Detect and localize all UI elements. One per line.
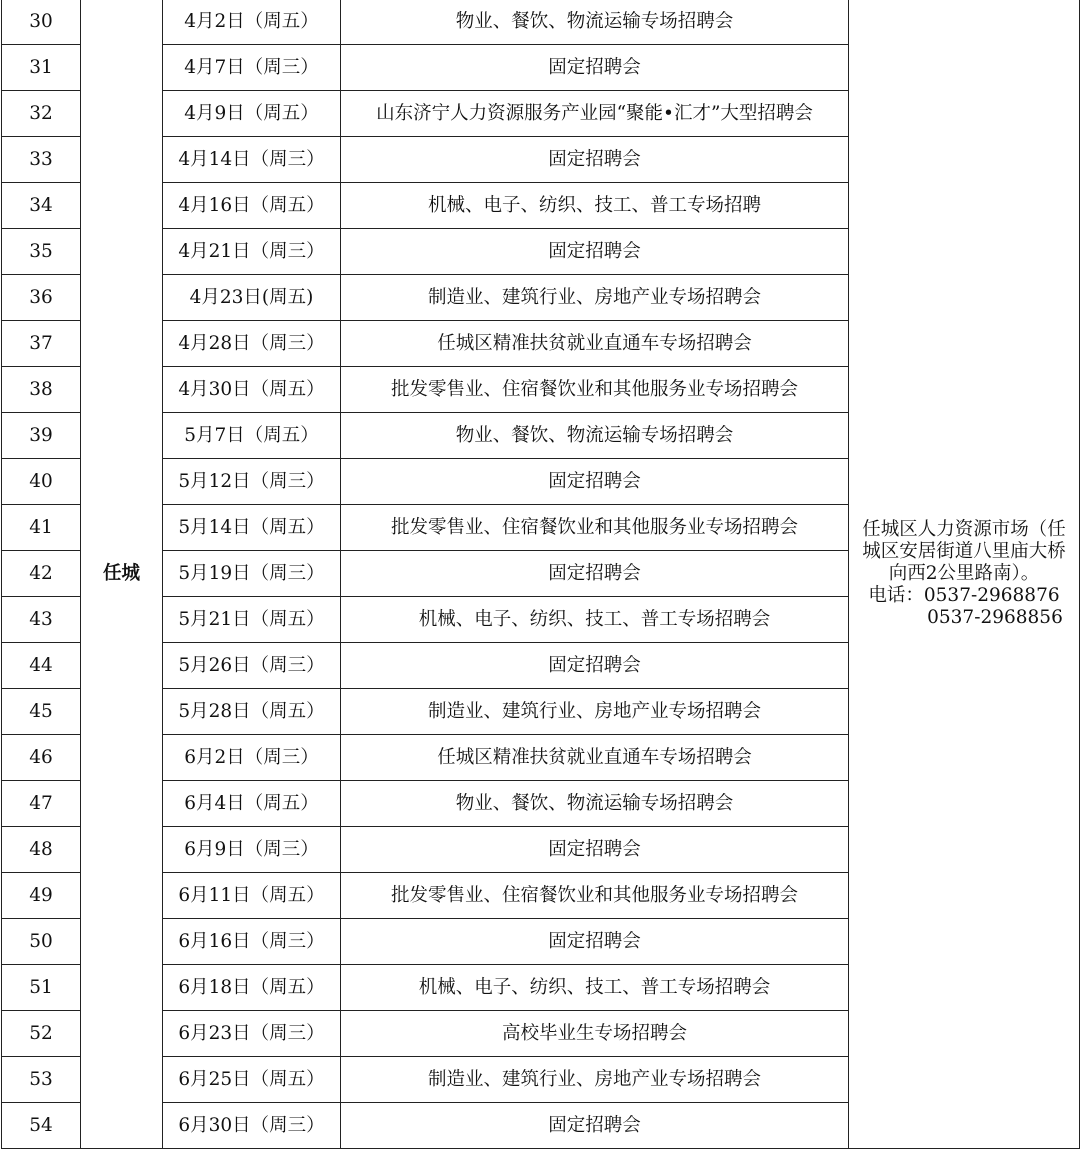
fair-date: 4月14日（周三）: [163, 137, 341, 183]
fair-date: 6月25日（周五）: [163, 1057, 341, 1103]
fair-name: 固定招聘会: [341, 229, 849, 275]
row-number: 41: [2, 505, 81, 551]
fair-date: 5月12日（周三）: [163, 459, 341, 505]
fair-date: 6月9日（周三）: [163, 827, 341, 873]
table-row: [2, 0, 1080, 45]
row-number: 33: [2, 137, 81, 183]
fair-date: 4月23日(周五): [163, 275, 341, 321]
job-fair-schedule-table: [1, 0, 1080, 1149]
schedule-body: [2, 0, 1080, 1149]
fair-date: 6月4日（周五）: [163, 781, 341, 827]
row-number: 39: [2, 413, 81, 459]
fair-date: 5月26日（周三）: [163, 643, 341, 689]
fair-name: 机械、电子、纺织、技工、普工专场招聘会: [341, 965, 849, 1011]
fair-date: 4月28日（周三）: [163, 321, 341, 367]
fair-date: 5月14日（周五）: [163, 505, 341, 551]
row-number: 52: [2, 1011, 81, 1057]
fair-date: 4月2日（周五）: [163, 0, 341, 45]
fair-date: 5月28日（周五）: [163, 689, 341, 735]
row-number: 53: [2, 1057, 81, 1103]
fair-date: 6月11日（周五）: [163, 873, 341, 919]
fair-name: 批发零售业、住宿餐饮业和其他服务业专场招聘会: [341, 873, 849, 919]
location-cell: [849, 0, 1080, 1149]
fair-name: 物业、餐饮、物流运输专场招聘会: [341, 413, 849, 459]
row-number: 30: [2, 0, 81, 45]
fair-date: 4月7日（周三）: [163, 45, 341, 91]
fair-date: 6月2日（周三）: [163, 735, 341, 781]
fair-name: 制造业、建筑行业、房地产业专场招聘会: [341, 1057, 849, 1103]
row-number: 43: [2, 597, 81, 643]
fair-name: 物业、餐饮、物流运输专场招聘会: [341, 781, 849, 827]
fair-name: 固定招聘会: [341, 45, 849, 91]
row-number: 44: [2, 643, 81, 689]
row-number: 48: [2, 827, 81, 873]
fair-name: 固定招聘会: [341, 551, 849, 597]
row-number: 31: [2, 45, 81, 91]
row-number: 40: [2, 459, 81, 505]
fair-name: 固定招聘会: [341, 1103, 849, 1149]
fair-date: 5月21日（周五）: [163, 597, 341, 643]
row-number: 36: [2, 275, 81, 321]
location-line: 向西2公里路南）。: [888, 562, 1040, 584]
fair-date: 4月9日（周五）: [163, 91, 341, 137]
fair-date: 6月16日（周三）: [163, 919, 341, 965]
row-number: 51: [2, 965, 81, 1011]
fair-name: 制造业、建筑行业、房地产业专场招聘会: [341, 689, 849, 735]
fair-date: 5月7日（周五）: [163, 413, 341, 459]
fair-name: 固定招聘会: [341, 459, 849, 505]
fair-date: 5月19日（周三）: [163, 551, 341, 597]
fair-date: 6月18日（周五）: [163, 965, 341, 1011]
row-number: 45: [2, 689, 81, 735]
location-line: 任城区人力资源市场（任: [862, 518, 1066, 540]
fair-date: 6月23日（周三）: [163, 1011, 341, 1057]
row-number: 50: [2, 919, 81, 965]
fair-name: 固定招聘会: [341, 137, 849, 183]
fair-name: 制造业、建筑行业、房地产业专场招聘会: [341, 275, 849, 321]
fair-name: 固定招聘会: [341, 827, 849, 873]
location-line: 城区安居街道八里庙大桥: [862, 540, 1066, 562]
fair-name: 任城区精准扶贫就业直通车专场招聘会: [341, 321, 849, 367]
row-number: 32: [2, 91, 81, 137]
fair-name: 固定招聘会: [341, 643, 849, 689]
phone-label: 电话：: [868, 584, 924, 606]
row-number: 34: [2, 183, 81, 229]
fair-name: 高校毕业生专场招聘会: [341, 1011, 849, 1057]
fair-name: 批发零售业、住宿餐饮业和其他服务业专场招聘会: [341, 505, 849, 551]
district-cell: 任城: [81, 0, 163, 1149]
fair-name: 固定招聘会: [341, 919, 849, 965]
row-number: 37: [2, 321, 81, 367]
phone-number-1: 0537-2968876: [923, 584, 1060, 606]
fair-name: 批发零售业、住宿餐饮业和其他服务业专场招聘会: [341, 367, 849, 413]
fair-date: 6月30日（周三）: [163, 1103, 341, 1149]
phone-number-2: 0537-2968856: [927, 606, 1063, 628]
fair-name: 机械、电子、纺织、技工、普工专场招聘会: [341, 597, 849, 643]
row-number: 47: [2, 781, 81, 827]
fair-date: 4月16日（周五）: [163, 183, 341, 229]
fair-date: 4月21日（周三）: [163, 229, 341, 275]
fair-name: 物业、餐饮、物流运输专场招聘会: [341, 0, 849, 45]
phone-line: [849, 585, 1079, 607]
row-number: 46: [2, 735, 81, 781]
row-number: 35: [2, 229, 81, 275]
fair-name: 机械、电子、纺织、技工、普工专场招聘: [341, 183, 849, 229]
row-number: 54: [2, 1103, 81, 1149]
row-number: 49: [2, 873, 81, 919]
fair-date: 4月30日（周五）: [163, 367, 341, 413]
fair-name: 任城区精准扶贫就业直通车专场招聘会: [341, 735, 849, 781]
fair-name: 山东济宁人力资源服务产业园“聚能•汇才”大型招聘会: [341, 91, 849, 137]
row-number: 38: [2, 367, 81, 413]
row-number: 42: [2, 551, 81, 597]
